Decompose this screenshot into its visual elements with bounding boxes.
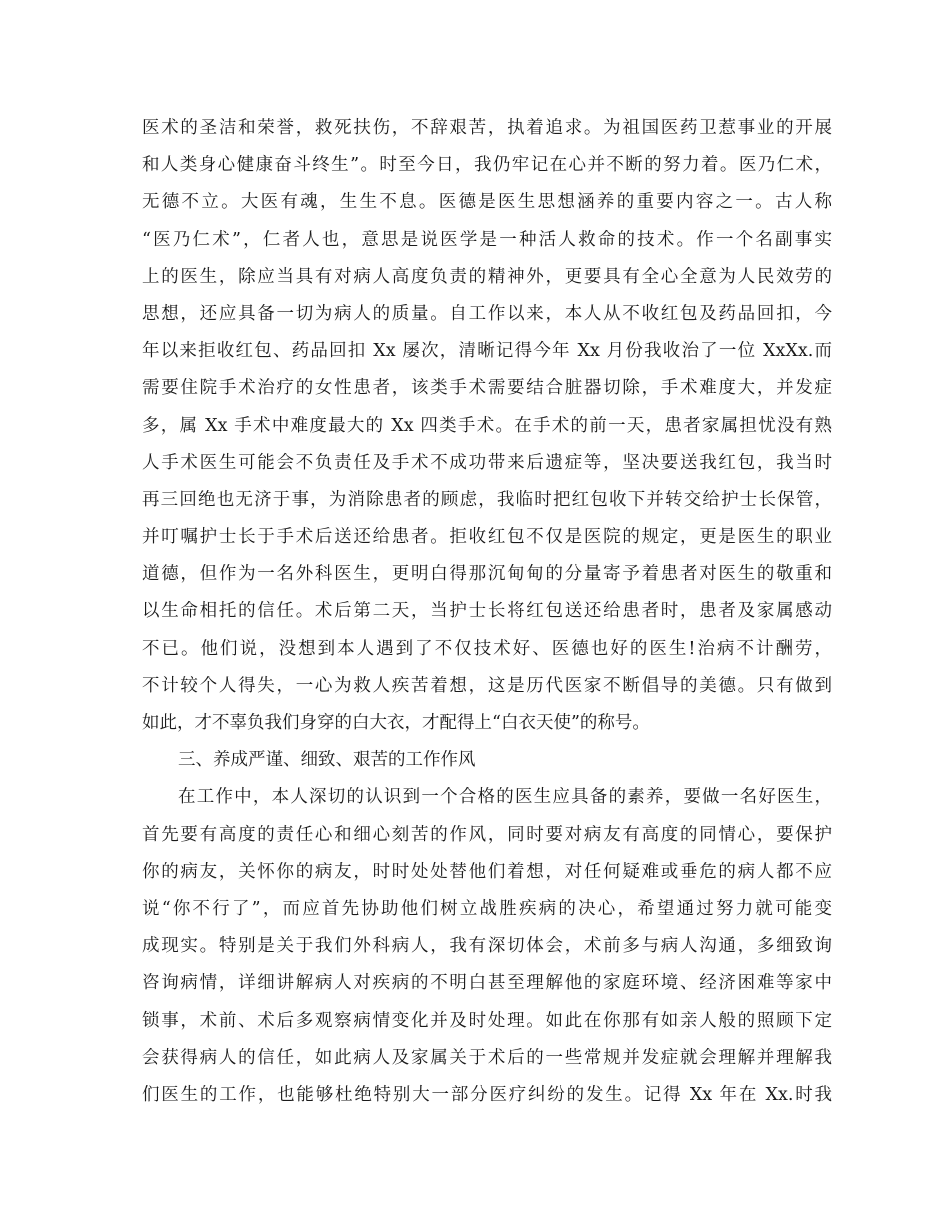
body-text — [142, 110, 832, 1114]
text-line: 以生命相托的信任。术后第二天，当护士长将红包送还给患者时，患者及家属感动 — [142, 601, 832, 622]
text-line: 不已。他们说，没想到本人遇到了不仅技术好、医德也好的医生!治病不计酬劳， — [142, 638, 832, 659]
text-line: 们医生的工作，也能够杜绝特别大一部分医疗纠纷的发生。记得 Xx 年在 Xx.时我 — [142, 1084, 832, 1105]
text-line: 多，属 Xx 手术中难度最大的 Xx 四类手术。在手术的前一天，患者家属担忧没有熟 — [142, 415, 832, 436]
text-line: 思想，还应具备一切为病人的质量。自工作以来，本人从不收红包及药品回扣，今 — [142, 303, 832, 324]
text-line: 人手术医生可能会不负责任及手术不成功带来后遗症等，坚决要送我红包，我当时 — [142, 452, 832, 473]
text-line: 需要住院手术治疗的女性患者，该类手术需要结合脏器切除，手术难度大，并发症 — [142, 378, 832, 399]
text-line: 如此，才不辜负我们身穿的白大衣，才配得上“白衣天使”的称号。 — [142, 713, 650, 733]
text-line: 不计较个人得失，一心为救人疾苦着想，这是历代医家不断倡导的美德。只有做到 — [142, 675, 832, 696]
text-line: 医术的圣洁和荣誉，救死扶伤，不辞艰苦，执着追求。为祖国医药卫惹事业的开展 — [142, 118, 832, 138]
text-line: 道德，但作为一名外科医生，更明白得那沉甸甸的分量寄予着患者对医生的敬重和 — [142, 564, 832, 585]
text-line: 和人类身心健康奋斗终生”。时至今日，我仍牢记在心并不断的努力着。医乃仁术， — [142, 155, 832, 176]
text-line: 年以来拒收红包、药品回扣 Xx 屡次，清晰记得今年 Xx 月份我收治了一位 XxXx.而 — [142, 341, 832, 362]
text-line: 无德不立。大医有魂，生生不息。医德是医生思想涵养的重要内容之一。古人称 — [142, 192, 832, 213]
text-line: 你的病友，关怀你的病友，时时处处替他们着想，对任何疑难或垂危的病人都不应 — [142, 861, 832, 882]
text-line: 锁事，术前、术后多观察病情变化并及时处理。如此在你那有如亲人般的照顾下定 — [142, 1010, 832, 1031]
text-line: 咨询病情，详细讲解病人对疾病的不明白甚至理解他的家庭环境、经济困难等家中 — [142, 973, 832, 994]
text-line: 上的医生，除应当具有对病人高度负责的精神外，更要具有全心全意为人民效劳的 — [142, 266, 832, 287]
text-line: “医乃仁术”，仁者人也，意思是说医学是一种活人救命的技术。作一个名副事实 — [142, 229, 832, 250]
text-line: 说“你不行了”，而应首先协助他们树立战胜疾病的决心，希望通过努力就可能变 — [142, 898, 832, 919]
section-heading: 三、养成严谨、细致、艰苦的工作作风 — [178, 750, 476, 771]
text-line: 在工作中，本人深切的认识到一个合格的医生应具备的素养，要做一名好医生， — [178, 787, 832, 808]
text-line: 成现实。特别是关于我们外科病人，我有深切体会，术前多与病人沟通，多细致询 — [142, 936, 832, 957]
text-line: 再三回绝也无济于事，为消除患者的顾虑，我临时把红包收下并转交给护士长保管， — [142, 489, 832, 510]
text-line: 并叮嘱护士长于手术后送还给患者。拒收红包不仅是医院的规定，更是医生的职业 — [142, 527, 832, 548]
text-line: 首先要有高度的责任心和细心刻苦的作风，同时要对病友有高度的同情心，要保护 — [142, 824, 832, 845]
text-line: 会获得病人的信任，如此病人及家属关于术后的一些常规并发症就会理解并理解我 — [142, 1047, 832, 1068]
